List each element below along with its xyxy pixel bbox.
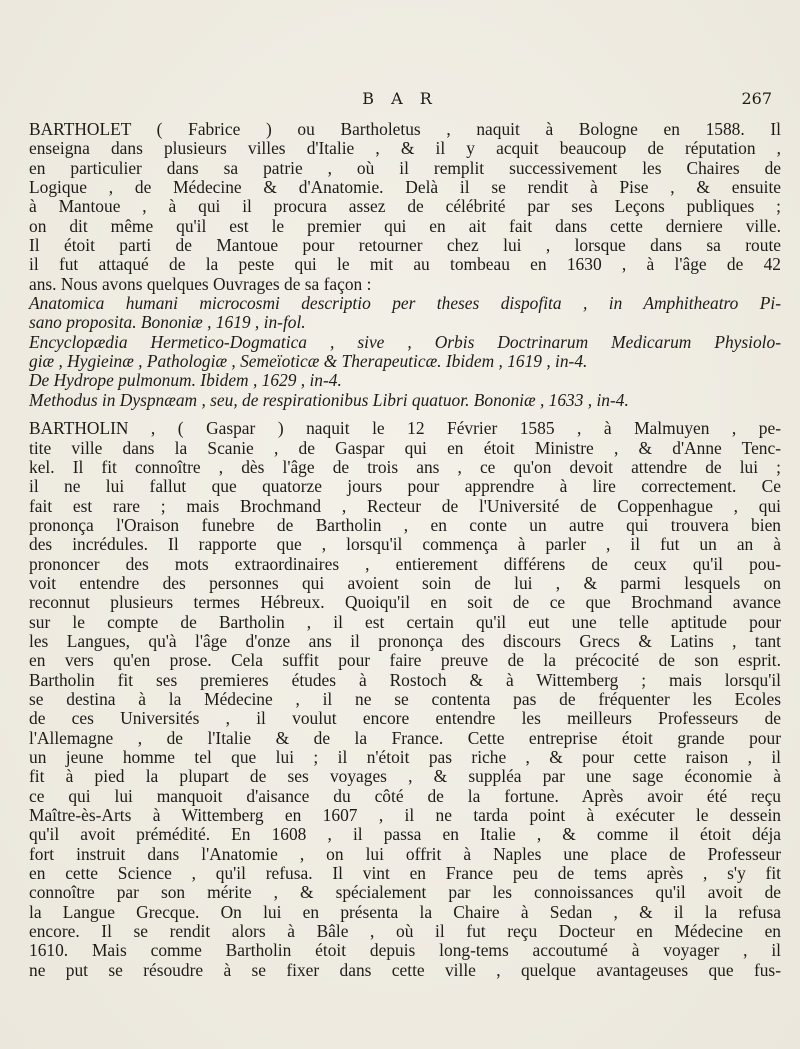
article-bartholet [29,120,781,410]
text-line: fort instruit dans l'Anatomie , on lui offrit à Naples une place de Professeur [29,843,781,864]
text-line: prononcer des mots extraordinaires , entierement différens de ceux qu'il pou- [29,553,781,574]
works-list-item: Methodus in Dyspnæam , seu, de respirationibus Libri quatuor. Bononiæ , 1633 , in-4. [29,389,629,410]
text-line: Bartholin fit ses premieres études à Rostoch & à Wittemberg ; mais lorsqu'il [29,669,781,690]
text-line: des incrédules. Il rapporte que , lorsqu'il commença à parler , il fut un an à [29,534,781,555]
works-list-item: De Hydrope pulmonum. Ibidem , 1629 , in-4. [29,370,342,391]
text-line: reconnut plusieurs termes Hébreux. Quoiqu'il en soit de ce que Brochmand avance [29,592,781,613]
text-line: fit à pied la plupart de ses voyages , & suppléa par une sage économie à [29,766,781,787]
text-line: la Langue Grecque. On lui en présenta la Chaire à Sedan , & il la refusa [29,901,781,922]
text-line: ce qui lui manquoit d'aisance du côté de la fortune. Après avoir été reçu [29,785,781,806]
text-line: en vers qu'en prose. Cela suffit pour faire preuve de la précocité de son esprit. [29,650,781,671]
text-line: ans. Nous avons quelques Ouvrages de sa façon : [29,273,372,294]
text-line: fait est rare ; mais Brochmand , Recteur de l'Université de Coppenhague , qui [29,495,781,516]
text-line: l'Allemagne , de l'Italie & de la France. Cette entreprise étoit grande pour [29,727,781,748]
text-line: se destina à la Médecine , il ne se contenta pas de fréquenter les Ecoles [29,688,781,709]
article-bartholin [29,419,781,980]
text-line: Maître-ès-Arts à Wittemberg en 1607 , il ne tarda point à exécuter le dessein [29,805,781,826]
page-number: 267 [741,89,772,108]
text-line: BARTHOLET ( Fabrice ) ou Bartholetus , naquit à Bologne en 1588. Il [29,119,781,139]
text-line: sur le compte de Bartholin , il est certain qu'il eut une telle aptitude pour [29,611,781,632]
text-line: connoître par son mérite , & spécialement par les connoissances qu'il avoit de [29,882,781,903]
text-line: un jeune homme tel que lui ; il n'étoit pas riche , & pour cette raison , il [29,747,781,767]
text-line: enseigna dans plusieurs villes d'Italie , & il y acquit beaucoup de réputation , [29,138,781,159]
text-line: il fut attaqué de la peste qui le mit au tombeau en 1630 , à l'âge de 42 [29,254,781,275]
text-line: kel. Il fit connoître , dès l'âge de trois ans , ce qu'on devoit attendre de lui ; [29,456,781,477]
text-line: encore. Il se rendit alors à Bâle , où il fut reçu Docteur en Médecine en [29,921,781,942]
works-list-item: Anatomica humani microcosmi descriptio per theses dispofita , in Amphitheatro Pi- [29,293,781,314]
page-body [29,120,781,980]
text-line: on dit même qu'il est le premier qui en ait fait dans cette derniere ville. [29,215,781,236]
text-line: de ces Universités , il voulut encore entendre les meilleurs Professeurs de [29,708,781,729]
text-line: Logique , de Médecine & d'Anatomie. Delà il se rendit à Pise , & ensuite [29,177,781,198]
text-line: en particulier dans sa patrie , où il remplit successivement les Chaires de [29,157,781,178]
text-line: Il étoit parti de Mantoue pour retourner chez lui , lorsque dans sa route [29,235,781,256]
works-list-item: Encyclopædia Hermetico-Dogmatica , sive , Orbis Doctrinarum Medicarum Physiolo- [29,331,781,352]
text-line: tite ville dans la Scanie , de Gaspar qui en étoit Ministre , & d'Anne Tenc- [29,437,781,458]
text-line: 1610. Mais comme Bartholin étoit depuis long-tems accoutumé à voyager , il [29,940,781,961]
running-head: B A R [362,89,438,108]
page-header [0,89,800,111]
text-line: les Langues, qu'à l'âge d'onze ans il prononça des discours Grecs & Latins , tant [29,630,781,651]
text-line: à Mantoue , à qui il procura assez de célébrité par ses Leçons publiques ; [29,196,781,217]
text-line: ne put se résoudre à se fixer dans cette ville , quelque avantageuses que fus- [29,959,781,980]
text-line: prononça l'Oraison funebre de Bartholin , en conte un autre qui trouvera bien [29,514,781,535]
text-line: BARTHOLIN , ( Gaspar ) naquit le 12 Février 1585 , à Malmuyen , pe- [29,418,781,439]
works-list-item-continuation: sano proposita. Bononiæ , 1619 , in-fol. [29,312,306,333]
text-line: en cette Science , qu'il refusa. Il vint en France peu de tems après , s'y fit [29,863,781,884]
text-line: voit entendre des personnes qui avoient soin de lui , & parmi lesquels on [29,572,781,593]
text-line: qu'il avoit prémédité. En 1608 , il passa en Italie , & comme il étoit déja [29,824,781,845]
works-list-item-continuation: giæ , Hygieinæ , Pathologiæ , Semeïoticæ & Therapeuticæ. Ibidem , 1619 , in-4. [29,351,588,372]
text-line: il ne lui fallut que quatorze jours pour apprendre à lire correctement. Ce [29,476,781,497]
